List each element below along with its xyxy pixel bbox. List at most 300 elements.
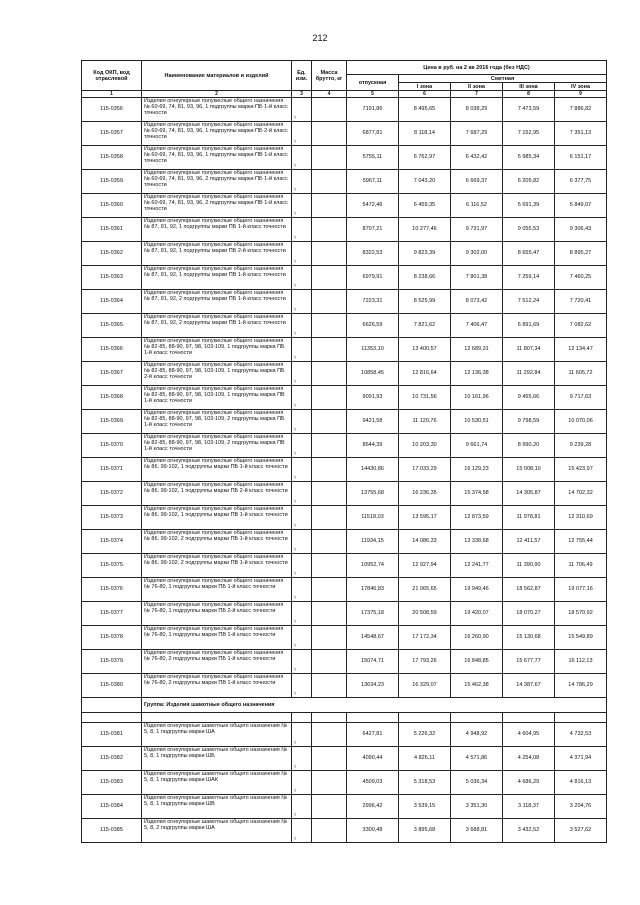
row-zone-3-price: 15 008,10 [503,458,555,482]
header-name: Наименование материалов и изделий [142,61,292,91]
row-zone-2-price: 6 432,42 [451,146,503,170]
column-number: 4 [312,91,347,98]
header-factory: отпускная [347,75,399,91]
row-mass [312,98,347,122]
row-code: 115-0379 [82,650,142,674]
row-zone-1-price: 13 595,17 [399,506,451,530]
row-zone-3-price: 9 055,53 [503,218,555,242]
row-zone-2-price: 9 661,74 [451,434,503,458]
blank-cell [451,713,503,723]
row-zone-4-price: 15 423,97 [555,458,607,482]
table-row [82,266,607,290]
header-zone-2: II зона [451,83,503,91]
table-row [82,458,607,482]
row-factory-price: 11934,15 [347,530,399,554]
row-zone-4-price: 7 886,82 [555,98,607,122]
row-zone-2-price: 12 241,77 [451,554,503,578]
row-zone-2-price: 8 073,42 [451,290,503,314]
row-mass [312,458,347,482]
row-unit: т [292,290,312,314]
row-zone-1-price: 6 459,35 [399,194,451,218]
row-mass [312,578,347,602]
row-mass [312,218,347,242]
table-row [82,747,607,771]
row-factory-price: 5472,46 [347,194,399,218]
table-row [82,314,607,338]
row-zone-1-price: 3 539,15 [399,795,451,819]
row-zone-3-price: 4 604,95 [503,723,555,747]
row-mass [312,795,347,819]
row-zone-2-price: 15 374,58 [451,482,503,506]
row-zone-1-price: 11 120,76 [399,410,451,434]
row-zone-2-price: 8 038,29 [451,98,503,122]
table-row [82,338,607,362]
row-factory-price: 9091,93 [347,386,399,410]
row-zone-4-price: 12 755,44 [555,530,607,554]
row-zone-3-price: 3 118,37 [503,795,555,819]
row-zone-4-price: 12 310,69 [555,506,607,530]
row-mass [312,266,347,290]
header-price-group: Цена в руб. на 2 кв 2016 года (без НДС) [347,61,607,75]
row-zone-1-price: 10 203,30 [399,434,451,458]
row-code: 115-0378 [82,626,142,650]
header-zone-1: I зона [399,83,451,91]
row-factory-price: 11518,03 [347,506,399,530]
column-number: 1 [82,91,142,98]
row-factory-price: 10952,74 [347,554,399,578]
row-zone-4-price: 19 077,16 [555,578,607,602]
row-factory-price: 11353,10 [347,338,399,362]
row-zone-1-price: 8 525,99 [399,290,451,314]
row-unit: т [292,819,312,843]
row-factory-price: 8707,21 [347,218,399,242]
table-row [82,218,607,242]
row-name: Изделия огнеупорные полукислые общего назначения № 86, 99-102, 1 подгруппы марки ПВ 1-й класс точности [142,506,292,530]
row-zone-3-price: 6 891,69 [503,314,555,338]
column-number: 9 [555,91,607,98]
row-factory-price: 15074,71 [347,650,399,674]
row-name: Изделия огнеупорные полукислые общего назначения № 87, 91, 92, 2 подгруппы марки ПВ 1-й класс точности [142,314,292,338]
row-unit: т [292,410,312,434]
table-row [82,554,607,578]
row-name: Изделия огнеупорные полукислые общего назначения № 76-80, 1 подгруппы марки ПБ 2-й класс точности [142,602,292,626]
row-mass [312,314,347,338]
row-zone-2-price: 7 687,29 [451,122,503,146]
row-factory-price: 8644,39 [347,434,399,458]
group-empty-cell [82,698,142,713]
row-zone-2-price: 7 406,47 [451,314,503,338]
table-row [82,795,607,819]
row-zone-4-price: 12 134,47 [555,338,607,362]
row-mass [312,602,347,626]
row-zone-4-price: 3 527,62 [555,819,607,843]
row-zone-4-price: 7 720,41 [555,290,607,314]
row-factory-price: 7223,31 [347,290,399,314]
row-zone-2-price: 16 848,85 [451,650,503,674]
row-unit: т [292,650,312,674]
row-code: 115-0381 [82,723,142,747]
row-name: Изделия огнеупорные полукислые общего назначения № 87, 91, 92, 1 подгруппы марки ПБ 1-й класс точности [142,218,292,242]
row-name: Изделия огнеупорные полукислые общего назначения № 82-85, 88-90, 97, 98, 103-109, 1 подгруппы марки ПБ 2-й класс точности [142,362,292,386]
column-number: 7 [451,91,503,98]
row-name: Изделия огнеупорные полукислые общего назначения № 86, 99-102, 2 подгруппы марки ПВ 1-й класс точности [142,554,292,578]
row-mass [312,170,347,194]
row-zone-2-price: 15 462,38 [451,674,503,698]
row-code: 115-0373 [82,506,142,530]
row-zone-1-price: 5 318,53 [399,771,451,795]
row-zone-2-price: 10 530,51 [451,410,503,434]
row-name: Изделия огнеупорные полукислые общего назначения № 60-69, 74, 81, 93, 96, 2 подгруппы марки ПБ 1-й класс точности [142,170,292,194]
row-name: Изделия огнеупорные полукислые общего назначения № 76-80, 1 подгруппы марки ПБ 1-й класс точности [142,578,292,602]
row-unit: т [292,170,312,194]
row-mass [312,747,347,771]
row-unit: т [292,482,312,506]
row-zone-1-price: 3 895,68 [399,819,451,843]
row-zone-3-price: 11 390,90 [503,554,555,578]
row-name: Изделия огнеупорные шамотные общего назначения № 5, 8, 1 подгруппы марки ШВ [142,795,292,819]
row-mass [312,410,347,434]
row-name: Изделия огнеупорные полукислые общего назначения № 86, 99-102, 1 подгруппы марки ПБ 2-й класс точности [142,482,292,506]
row-zone-3-price: 7 152,95 [503,122,555,146]
header-zone-4: IV зона [555,83,607,91]
row-zone-1-price: 17 793,26 [399,650,451,674]
row-zone-3-price: 7 473,59 [503,98,555,122]
row-zone-4-price: 8 895,27 [555,242,607,266]
row-zone-3-price: 18 562,87 [503,578,555,602]
row-name: Изделия огнеупорные полукислые общего назначения № 82-85, 88-90, 97, 98, 103-109, 2 подгруппы марки ПВ 1-й класс точности [142,434,292,458]
blank-cell [399,713,451,723]
row-unit: т [292,771,312,795]
row-mass [312,482,347,506]
row-zone-3-price: 9 798,59 [503,410,555,434]
row-code: 115-0372 [82,482,142,506]
row-zone-2-price: 6 669,37 [451,170,503,194]
row-factory-price: 14548,67 [347,626,399,650]
row-unit: т [292,602,312,626]
row-name: Изделия огнеупорные полукислые общего назначения № 87, 91, 92, 1 подгруппы марки ПВ 1-й класс точности [142,266,292,290]
row-zone-1-price: 17 033,29 [399,458,451,482]
row-unit: т [292,362,312,386]
row-zone-2-price: 3 688,81 [451,819,503,843]
row-code: 115-0376 [82,578,142,602]
row-code: 115-0374 [82,530,142,554]
row-zone-3-price: 11 978,81 [503,506,555,530]
row-mass [312,434,347,458]
row-mass [312,122,347,146]
row-name: Изделия огнеупорные полукислые общего назначения № 82-85, 88-90, 97, 98, 103-109, 1 подгруппы марки ПВ 1-й класс точности [142,386,292,410]
row-mass [312,530,347,554]
price-table [81,60,607,843]
row-mass [312,506,347,530]
row-zone-4-price: 9 306,43 [555,218,607,242]
row-mass [312,386,347,410]
blank-cell [82,713,142,723]
row-unit: т [292,723,312,747]
row-zone-4-price: 16 112,13 [555,650,607,674]
row-factory-price: 17375,18 [347,602,399,626]
row-zone-4-price: 6 377,75 [555,170,607,194]
row-unit: т [292,98,312,122]
row-unit: т [292,266,312,290]
row-zone-2-price: 5 036,34 [451,771,503,795]
table-row [82,530,607,554]
row-factory-price: 6626,59 [347,314,399,338]
row-factory-price: 5755,11 [347,146,399,170]
row-zone-3-price: 9 455,66 [503,386,555,410]
row-code: 115-0356 [82,98,142,122]
row-code: 115-0382 [82,747,142,771]
row-zone-3-price: 7 259,14 [503,266,555,290]
row-unit: т [292,314,312,338]
row-name: Изделия огнеупорные полукислые общего назначения № 86, 99-102, 2 подгруппы марки ПБ 1-й класс точности [142,530,292,554]
row-zone-2-price: 4 571,86 [451,747,503,771]
blank-cell [503,713,555,723]
row-zone-2-price: 3 351,30 [451,795,503,819]
column-number: 2 [142,91,292,98]
row-zone-3-price: 14 387,67 [503,674,555,698]
row-code: 115-0357 [82,122,142,146]
row-mass [312,819,347,843]
blank-row [82,713,607,723]
row-factory-price: 6877,81 [347,122,399,146]
table-row [82,410,607,434]
row-zone-2-price: 13 338,68 [451,530,503,554]
row-zone-1-price: 8 238,66 [399,266,451,290]
row-zone-3-price: 15 130,68 [503,626,555,650]
table-row [82,290,607,314]
row-zone-1-price: 5 226,32 [399,723,451,747]
group-title: Группа: Изделия шамотные общего назначения [142,698,607,713]
row-factory-price: 13634,23 [347,674,399,698]
row-zone-2-price: 6 116,52 [451,194,503,218]
row-zone-4-price: 9 717,63 [555,386,607,410]
table-row [82,194,607,218]
row-zone-1-price: 17 172,34 [399,626,451,650]
row-unit: т [292,554,312,578]
row-name: Изделия огнеупорные полукислые общего назначения № 87, 91, 92, 2 подгруппы марки ПБ 1-й класс точности [142,290,292,314]
row-zone-1-price: 10 277,46 [399,218,451,242]
row-code: 115-0371 [82,458,142,482]
row-unit: т [292,578,312,602]
row-zone-3-price: 11 292,84 [503,362,555,386]
group-row [82,698,607,713]
row-code: 115-0368 [82,386,142,410]
row-zone-4-price: 4 732,53 [555,723,607,747]
table-row [82,650,607,674]
row-zone-1-price: 8 495,65 [399,98,451,122]
row-code: 115-0367 [82,362,142,386]
table-row [82,242,607,266]
table-row [82,819,607,843]
table-row [82,386,607,410]
row-zone-1-price: 9 823,39 [399,242,451,266]
column-number: 6 [399,91,451,98]
row-zone-3-price: 11 807,34 [503,338,555,362]
row-zone-3-price: 8 655,47 [503,242,555,266]
row-zone-1-price: 21 065,65 [399,578,451,602]
row-mass [312,338,347,362]
blank-cell [142,713,292,723]
row-mass [312,554,347,578]
table-row [82,578,607,602]
row-mass [312,146,347,170]
table-row [82,122,607,146]
row-zone-4-price: 6 151,17 [555,146,607,170]
row-zone-2-price: 12 136,38 [451,362,503,386]
row-unit: т [292,122,312,146]
row-factory-price: 2996,42 [347,795,399,819]
row-zone-1-price: 6 762,97 [399,146,451,170]
row-factory-price: 5967,11 [347,170,399,194]
table-row [82,362,607,386]
row-zone-4-price: 3 204,76 [555,795,607,819]
table-row [82,626,607,650]
row-zone-1-price: 10 731,56 [399,386,451,410]
row-zone-2-price: 10 161,96 [451,386,503,410]
column-number: 8 [503,91,555,98]
row-name: Изделия огнеупорные шамотные общего назначения № 5, 8, 1 подгруппы марки ШБ [142,747,292,771]
row-zone-4-price: 15 549,89 [555,626,607,650]
table-row [82,674,607,698]
blank-cell [312,713,347,723]
row-code: 115-0384 [82,795,142,819]
row-name: Изделия огнеупорные полукислые общего назначения № 76-80, 1 подгруппы марки ПВ 1-й класс точности [142,626,292,650]
row-name: Изделия огнеупорные шамотные общего назначения № 5, 8, 1 подгруппы марки ШАК [142,771,292,795]
row-zone-1-price: 14 086,33 [399,530,451,554]
row-factory-price: 10858,45 [347,362,399,386]
row-name: Изделия огнеупорные полукислые общего назначения № 82-85, 88-90, 97, 98, 103-109, 1 подгруппы марки ПБ 1-й класс точности [142,338,292,362]
row-code: 115-0359 [82,170,142,194]
row-zone-2-price: 9 731,97 [451,218,503,242]
row-code: 115-0362 [82,242,142,266]
row-unit: т [292,146,312,170]
row-mass [312,674,347,698]
table-row [82,723,607,747]
row-code: 115-0370 [82,434,142,458]
row-code: 115-0369 [82,410,142,434]
row-unit: т [292,747,312,771]
table-row [82,506,607,530]
row-code: 115-0375 [82,554,142,578]
row-mass [312,771,347,795]
row-name: Изделия огнеупорные полукислые общего назначения № 86, 99-102, 1 подгруппы марки ПБ 1-й класс точности [142,458,292,482]
row-name: Изделия огнеупорные полукислые общего назначения № 60-69, 74, 81, 93, 96, 2 подгруппы марки ПВ 1-й класс точности [142,194,292,218]
row-factory-price: 17846,83 [347,578,399,602]
row-zone-2-price: 12 689,31 [451,338,503,362]
row-code: 115-0380 [82,674,142,698]
row-factory-price: 6979,91 [347,266,399,290]
row-name: Изделия огнеупорные полукислые общего назначения № 87, 91, 92, 1 подгруппы марки ПБ 2-й класс точности [142,242,292,266]
row-name: Изделия огнеупорные полукислые общего назначения № 82-85, 88-90, 97, 98, 103-109, 2 подгруппы марки ПБ 1-й класс точности [142,410,292,434]
row-zone-4-price: 7 460,25 [555,266,607,290]
row-name: Изделия огнеупорные полукислые общего назначения № 60-69, 74, 81, 93, 96, 1 подгруппы марки ПВ 1-й класс точности [142,146,292,170]
row-factory-price: 7191,86 [347,98,399,122]
row-unit: т [292,506,312,530]
row-zone-2-price: 19 420,07 [451,602,503,626]
row-code: 115-0363 [82,266,142,290]
row-zone-1-price: 8 118,14 [399,122,451,146]
blank-cell [292,713,312,723]
row-unit: т [292,626,312,650]
row-zone-1-price: 12 816,64 [399,362,451,386]
row-unit: т [292,386,312,410]
row-unit: т [292,530,312,554]
row-factory-price: 4090,44 [347,747,399,771]
row-code: 115-0383 [82,771,142,795]
row-code: 115-0366 [82,338,142,362]
column-number: 3 [292,91,312,98]
row-zone-1-price: 20 508,59 [399,602,451,626]
row-zone-4-price: 10 070,06 [555,410,607,434]
row-zone-3-price: 15 677,77 [503,650,555,674]
row-name: Изделия огнеупорные шамотные общего назначения № 5, 8, 2 подгруппы марки ША [142,819,292,843]
table-row [82,170,607,194]
row-zone-2-price: 16 260,90 [451,626,503,650]
row-unit: т [292,795,312,819]
row-zone-4-price: 4 371,94 [555,747,607,771]
row-zone-3-price: 5 985,34 [503,146,555,170]
row-zone-3-price: 3 432,52 [503,819,555,843]
column-number: 5 [347,91,399,98]
row-zone-3-price: 4 254,08 [503,747,555,771]
table-row [82,98,607,122]
row-zone-3-price: 7 512,24 [503,290,555,314]
row-name: Изделия огнеупорные полукислые общего назначения № 60-69, 74, 81, 93, 96, 1 подгруппы марки ПБ 2-й класс точности [142,122,292,146]
table-row [82,434,607,458]
row-zone-2-price: 16 129,23 [451,458,503,482]
row-unit: т [292,338,312,362]
row-zone-2-price: 19 949,46 [451,578,503,602]
row-zone-4-price: 11 706,49 [555,554,607,578]
row-code: 115-0385 [82,819,142,843]
row-zone-1-price: 16 236,35 [399,482,451,506]
header-mass: Масса брутто, кг [312,61,347,91]
row-code: 115-0365 [82,314,142,338]
row-zone-3-price: 12 411,57 [503,530,555,554]
row-code: 115-0361 [82,218,142,242]
row-mass [312,362,347,386]
row-mass [312,290,347,314]
row-zone-4-price: 5 849,07 [555,194,607,218]
row-zone-2-price: 9 302,00 [451,242,503,266]
header-code: Код ОКП, вод отраслевой [82,61,142,91]
row-zone-4-price: 7 082,62 [555,314,607,338]
row-zone-1-price: 7 821,62 [399,314,451,338]
row-factory-price: 14430,86 [347,458,399,482]
row-mass [312,242,347,266]
row-unit: т [292,674,312,698]
row-zone-1-price: 4 826,11 [399,747,451,771]
row-name: Изделия огнеупорные шамотные общего назначения № 5, 8, 1 подгруппы марки ША [142,723,292,747]
row-factory-price: 6427,81 [347,723,399,747]
row-zone-4-price: 14 786,29 [555,674,607,698]
row-zone-4-price: 18 570,92 [555,602,607,626]
row-unit: т [292,458,312,482]
row-zone-3-price: 14 305,87 [503,482,555,506]
row-zone-4-price: 11 605,72 [555,362,607,386]
blank-cell [347,713,399,723]
row-code: 115-0377 [82,602,142,626]
row-factory-price: 4509,03 [347,771,399,795]
row-name: Изделия огнеупорные полукислые общего назначения № 76-80, 2 подгруппы марки ПВ 1-й класс точности [142,674,292,698]
table-row [82,146,607,170]
row-zone-1-price: 13 400,57 [399,338,451,362]
row-zone-1-price: 16 329,07 [399,674,451,698]
row-name: Изделия огнеупорные полукислые общего назначения № 76-80, 2 подгруппы марки ПБ 1-й класс точности [142,650,292,674]
page-number: 212 [312,33,328,43]
header-estimate: Сметная [399,75,607,83]
row-zone-3-price: 8 990,20 [503,434,555,458]
